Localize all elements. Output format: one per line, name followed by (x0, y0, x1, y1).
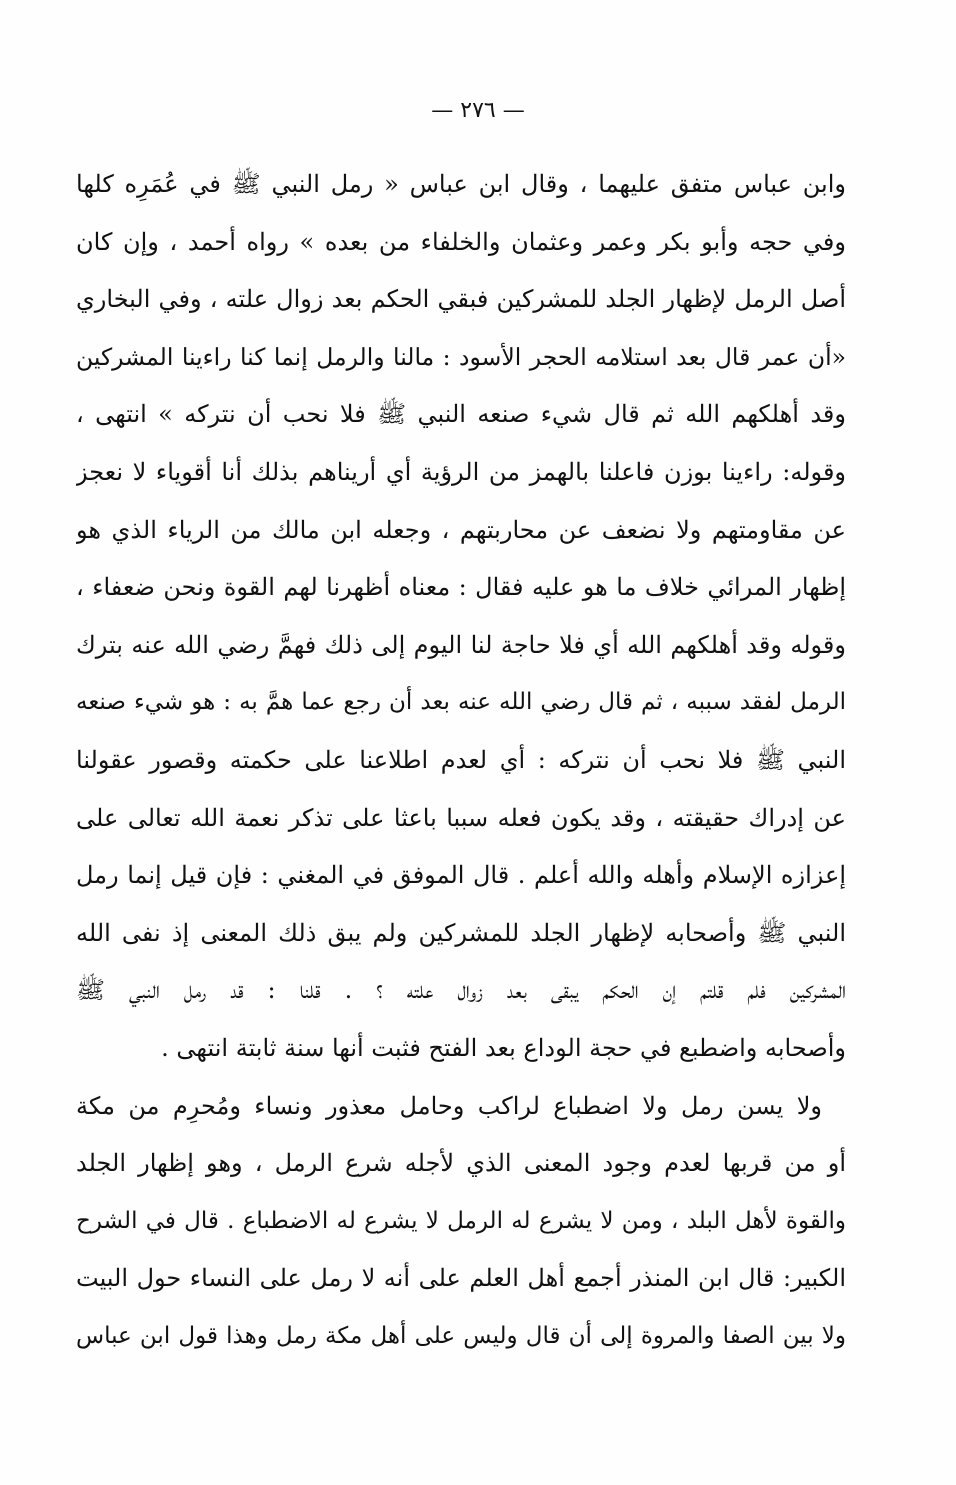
text-line: عن إدراك حقيقته ، وقد يكون فعله سببا باعثا على تذكر نعمة الله تعالى على (76, 803, 846, 832)
text-line: النبي ﷺ فلا نحب أن نتركه : أي لعدم اطلاعنا على حكمته وقصور عقولنا (76, 745, 846, 774)
text-line: وفي حجه وأبو بكر وعمر وعثمان والخلفاء من بعده » رواه أحمد ، وإن كان (76, 227, 846, 256)
text-line: ولا يسن رمل ولا اضطباع لراكب وحامل معذور ونساء ومُحرِم من مكة (76, 1091, 822, 1120)
body-text (76, 156, 846, 1365)
text-line: وأصحابه واضطبع في حجة الوداع بعد الفتح فثبت أنها سنة ثابتة انتهى . (161, 1033, 846, 1062)
text-line: ولا بين الصفا والمروة إلى أن قال وليس على أهل مكة رمل وهذا قول ابن عباس (76, 1322, 846, 1349)
text-line: أصل الرمل لإظهار الجلد للمشركين فبقي الحكم بعد زوال علته ، وفي البخاري (76, 285, 846, 314)
text-line: وقد أهلكهم الله ثم قال شيء صنعه النبي ﷺ فلا نحب أن نتركه » انتهى ، (76, 400, 846, 429)
text-line: إظهار المرائي خلاف ما هو عليه فقال : معناه أظهرنا لهم القوة ونحن ضعفاء ، (76, 573, 846, 602)
text-line: النبي ﷺ وأصحابه لإظهار الجلد للمشركين ولم يبق ذلك المعنى إذ نفى الله (76, 918, 846, 947)
text-line: وابن عباس متفق عليهما ، وقال ابن عباس « رمل النبي ﷺ في عُمَرِه كلها (76, 170, 846, 198)
page-number: — ٢٧٦ — (431, 98, 525, 123)
text-line: أو من قربها لعدم وجود المعنى الذي لأجله شرع الرمل ، وهو إظهار الجلد (76, 1149, 846, 1178)
text-line: المشركين فلم قلتم إن الحكم يبقى بعد زوال علته ؟ . قلنا : قد رمل النبي ﷺ (76, 976, 846, 1005)
text-line: «أن عمر قال بعد استلامه الحجر الأسود : مالنا والرمل إنما كنا راءينا المشركين (76, 342, 846, 371)
text-line: الكبير: قال ابن المنذر أجمع أهل العلم على أنه لا رمل على النساء حول البيت (76, 1264, 846, 1293)
text-line: والقوة لأهل البلد ، ومن لا يشرع له الرمل لا يشرع له الاضطباع . قال في الشرح (76, 1207, 846, 1234)
text-line: وقوله: راءينا بوزن فاعلنا بالهمز من الرؤية أي أريناهم بذلك أنا أقوياء لا نعجز (76, 457, 846, 486)
text-line: الرمل لفقد سببه ، ثم قال رضي الله عنه بعد أن رجع عما همَّ به : هو شيء صنعه (76, 689, 846, 716)
text-line: عن مقاومتهم ولا نضعف عن محاربتهم ، وجعله ابن مالك من الرياء الذي هو (76, 515, 846, 544)
text-line: وقوله وقد أهلكهم الله أي فلا حاجة لنا اليوم إلى ذلك فهمَّ رضي الله عنه بترك (76, 630, 846, 659)
text-line: إعزازه الإسلام وأهله والله أعلم . قال الموفق في المغني : فإن قيل إنما رمل (76, 861, 846, 890)
